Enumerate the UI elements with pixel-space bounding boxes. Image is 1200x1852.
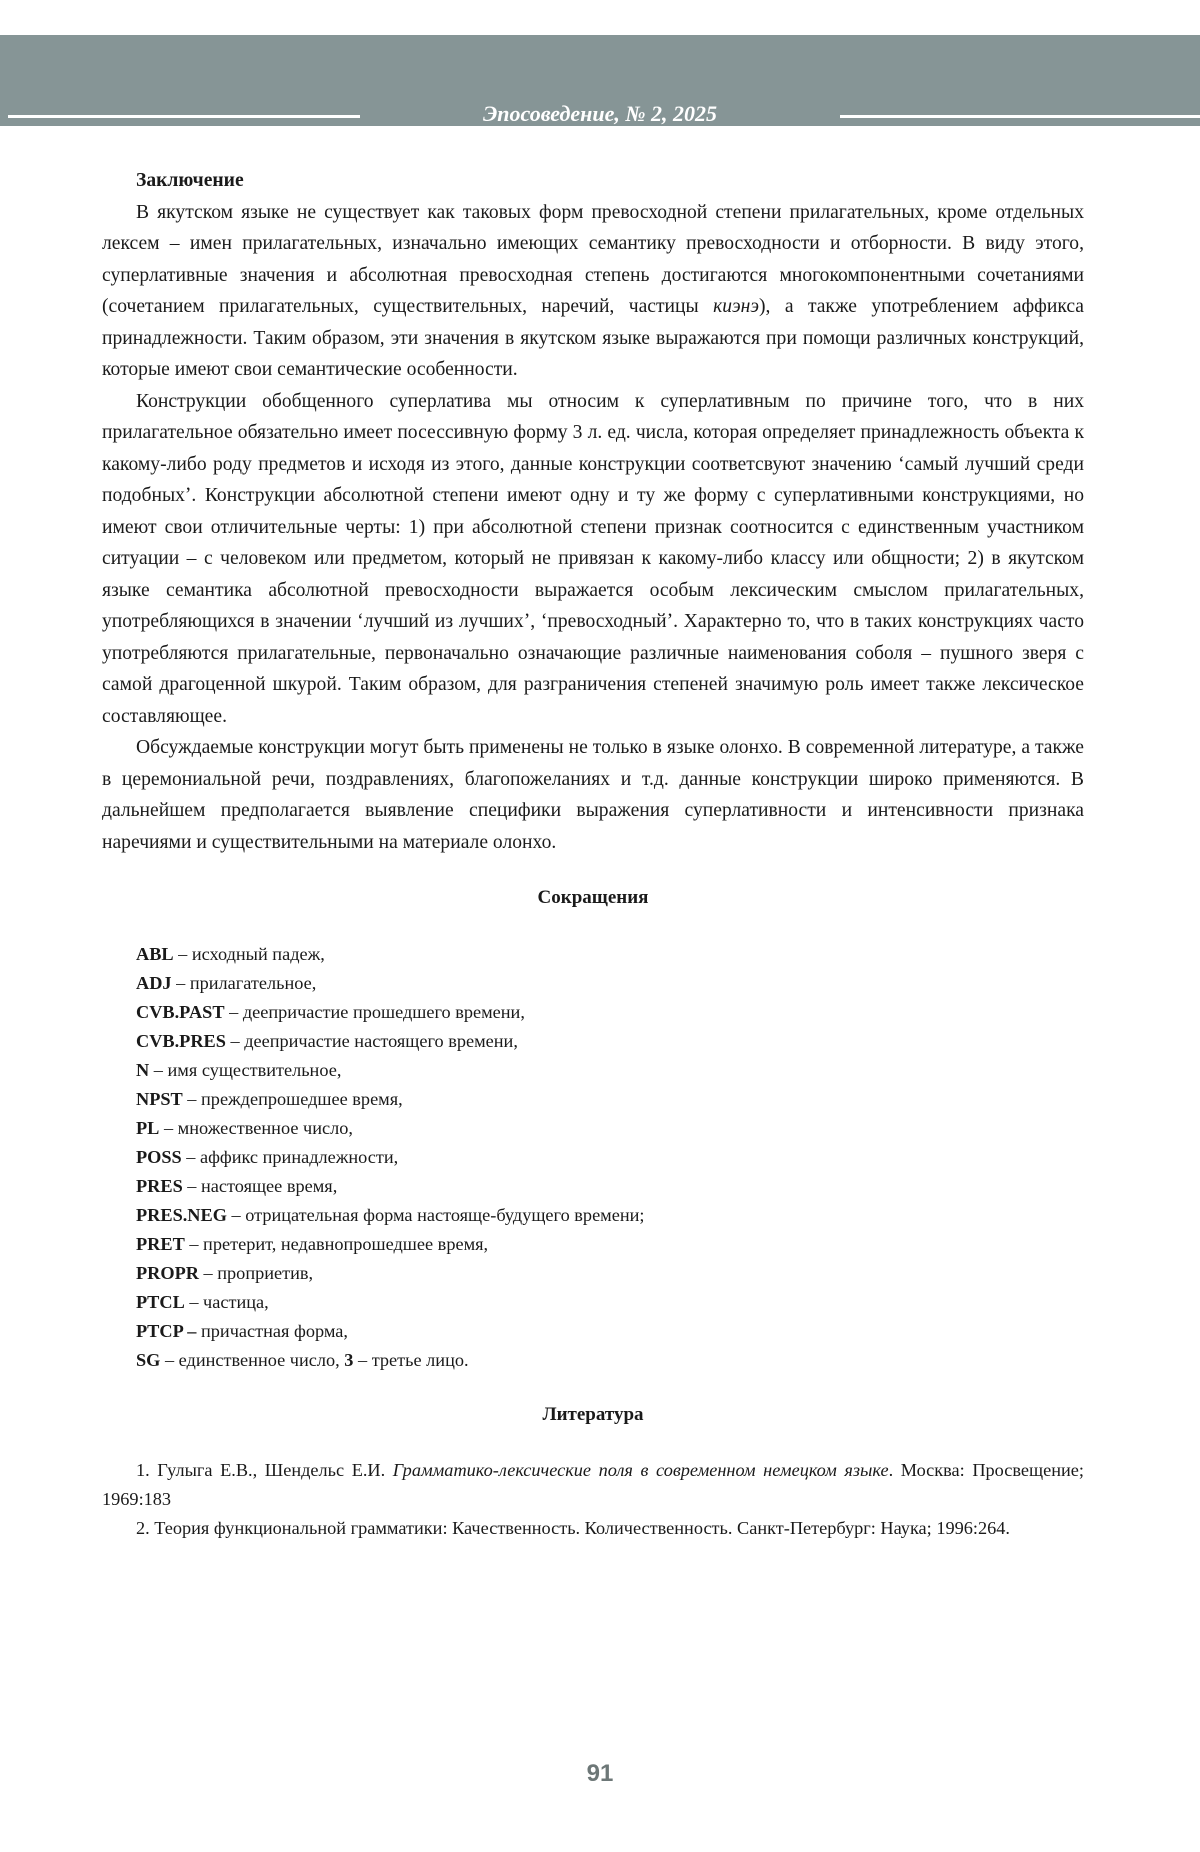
abbreviation-item: CVB.PRES – деепричастие настоящего времени, — [136, 1030, 518, 1051]
abbreviation-item: PRET – претерит, недавнопрошедшее время, — [136, 1233, 489, 1254]
abbreviation-item: PROPR – проприетив, — [136, 1262, 314, 1283]
abbreviations-heading: Сокращения — [537, 887, 649, 908]
conclusion-paragraph-3: Обсуждаемые конструкции могут быть применены не только в языке олонхо. В современной литературе, а также в церемониальной речи, поздравлениях, благопожеланиях и т.д. данные конструкции широко применяются. В дальнейшем предполагается выявление специфики выражения суперлативности и интенсивности признака наречиями и существительными на материале олонхо. — [102, 737, 1084, 853]
abbreviation-item: CVB.PAST – деепричастие прошедшего времени, — [136, 1001, 525, 1022]
abbreviation-item: PL – множественное число, — [136, 1117, 353, 1138]
journal-title: Эпосоведение, № 2, 2025 — [482, 101, 718, 126]
reference-item-2: 2. Теория функциональной грамматики: Качественность. Количественность. Санкт-Петербург: Наука; 1996:264. — [136, 1518, 1010, 1538]
abbreviation-item: PRES – настоящее время, — [136, 1175, 338, 1196]
abbreviation-item: POSS – аффикс принадлежности, — [136, 1146, 399, 1167]
header-rule-right — [840, 115, 1200, 118]
article-body — [102, 165, 1084, 1543]
abbreviation-item: PTCL – частица, — [136, 1291, 269, 1312]
header-rule-left — [8, 115, 360, 118]
conclusion-paragraph-2: Конструкции обобщенного суперлатива мы относим к суперлативным по причине того, что в них прилагательное обязательно имеет посессивную форму 3 л. ед. числа, которая определяет принадлежность объекта к какому-либо роду предметов и исходя из этого, данные конструкции соответсвуют значению ʻсамый лучший среди подобныхʼ. Конструкции абсолютной степени имеют одну и ту же форму с суперлативными конструкциями, но имеют свои отличительные черты: 1) при абсолютной степени признак соотносится с единственным участником ситуации – с человеком или предметом, который не привязан к какому-либо классу или общности; 2) в якутском языке семантика абсолютной превосходности выражается особым лексическим смыслом прилагательных, употребляющихся в значении ʻлучший из лучшихʼ, ʻпревосходныйʼ. Характерно то, что в таких конструкциях часто употребляются прилагательные, первоначально означающие различные наименования соболя – пушного зверя с самой драгоценной шкурой. Таким образом, для разграничения степеней значимую роль имеет также лексическое составляющее. — [102, 390, 1084, 727]
page-number: 91 — [586, 1760, 614, 1787]
abbreviations-list — [102, 940, 1084, 1375]
reference-list — [102, 1456, 1084, 1543]
conclusion-paragraph-1: В якутском языке не существует как таковых форм превосходной степени прилагательных, кроме отдельных лексем – имен прилагательных, изначально имеющих семантику превосходности и отборности. В виду этого, суперлативные значения и абсолютная превосходная степень достигаются многокомпонентными сочетаниями (сочетанием прилагательных, существительных, наречий, частицы киэнэ), а также употреблением аффикса принадлежности. Таким образом, эти значения в якутском языке выражаются при помощи различных конструкций, которые имеют свои семантические особенности. — [102, 201, 1084, 380]
abbreviation-item: N – имя существительное, — [136, 1059, 342, 1080]
abbreviation-item: ABL – исходный падеж, — [136, 943, 325, 964]
literature-heading: Литература — [542, 1403, 644, 1425]
abbreviation-item-last: SG – единственное число, 3 – третье лицо. — [136, 1349, 469, 1370]
reference-title: Грамматико-лексические поля в современном немецком языке — [392, 1460, 889, 1480]
abbreviation-item: PTCP – причастная форма, — [136, 1320, 348, 1341]
abbreviation-item: PRES.NEG – отрицательная форма настояще-будущего времени; — [136, 1204, 645, 1225]
journal-header-band — [0, 35, 1200, 126]
abbreviation-item: ADJ – прилагательное, — [136, 972, 317, 993]
conclusion-heading: Заключение — [136, 170, 244, 191]
italic-term: киэнэ — [713, 296, 760, 317]
reference-item-1: 1. Гулыга Е.В., Шендельс Е.И. Грамматико-лексические поля в современном немецком языке. Москва: Просвещение; 1969:183 — [102, 1460, 1084, 1509]
abbreviation-item: NPST – преждепрошедшее время, — [136, 1088, 403, 1109]
